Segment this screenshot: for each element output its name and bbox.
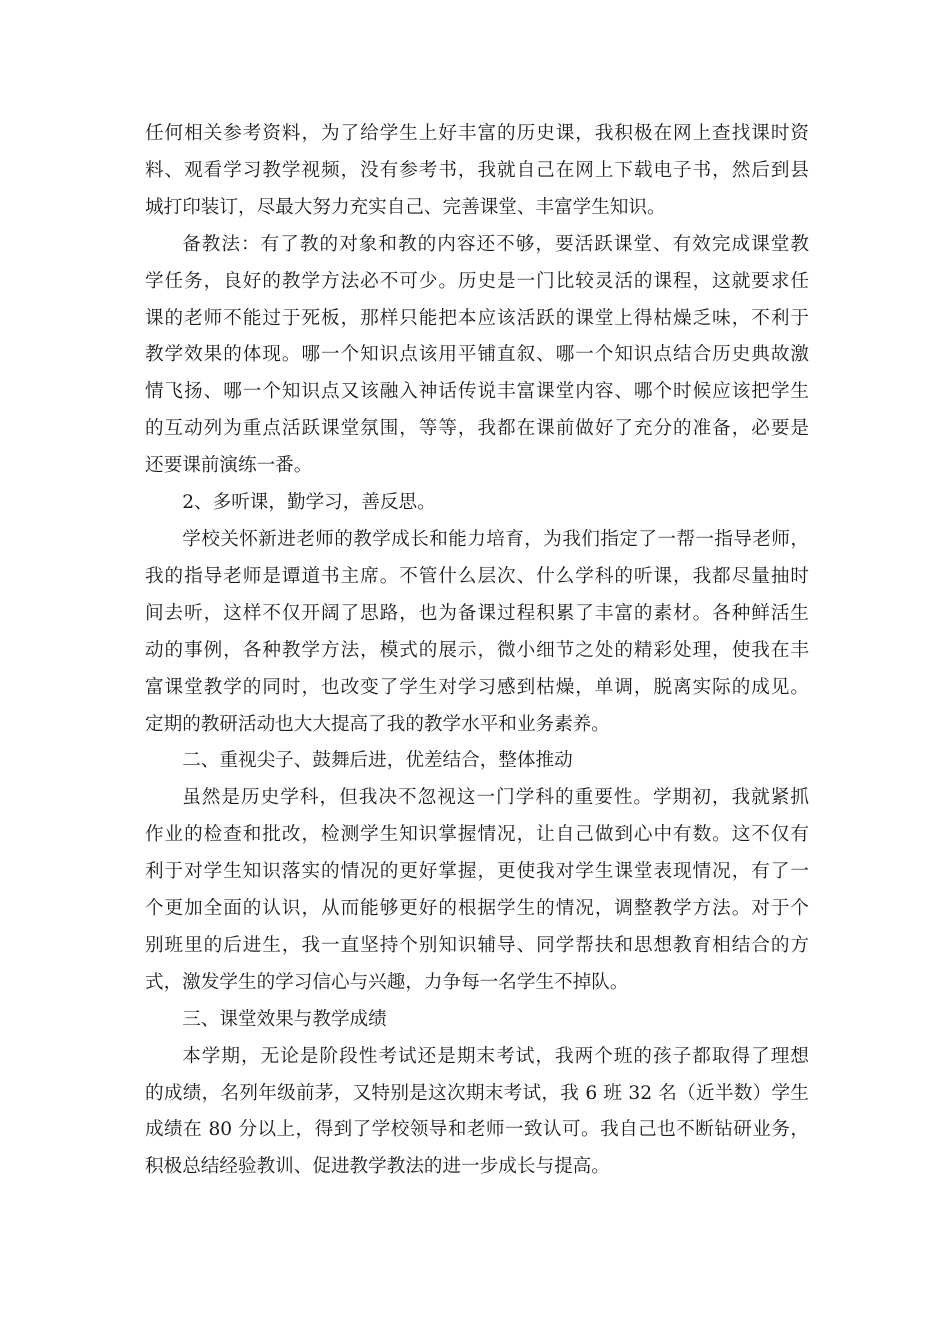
paragraph-p7 xyxy=(145,1002,809,1039)
paragraph-p2 xyxy=(145,227,809,485)
paragraph-p8 xyxy=(145,1039,809,1187)
text-line: 作业的检查和批改，检测学生知识掌握情况，让自己做到心中有数。这不仅有 xyxy=(145,824,809,846)
text-line: 三、课堂效果与教学成绩 xyxy=(182,1008,387,1030)
text-line: 动的事例，各种教学方法，模式的展示，微小细节之处的精彩处理，使我在丰 xyxy=(145,639,809,661)
text-line: 学校关怀新进老师的教学成长和能力培育，为我们指定了一帮一指导老师， xyxy=(182,528,809,550)
text-line: 二、重视尖子、鼓舞后进，优差结合，整体推动 xyxy=(182,750,573,772)
text-line: 任何相关参考资料，为了给学生上好丰富的历史课，我积极在网上查找课时资 xyxy=(145,123,809,144)
text-line: 学任务，良好的教学方法必不可少。历史是一门比较灵活的课程，这就要求任 xyxy=(145,270,809,292)
paragraph-p1 xyxy=(145,116,809,227)
text-line: 定期的教研活动也大大提高了我的教学水平和业务素养。 xyxy=(145,713,610,735)
text-line: 2、多听课，勤学习，善反思。 xyxy=(182,492,436,514)
text-line: 个更加全面的认识，从而能够更好的根据学生的情况，调整教学方法。对于个 xyxy=(145,898,809,920)
text-line: 成绩在 80 分以上，得到了学校领导和老师一致认可。我自己也不断钻研业务， xyxy=(145,1119,809,1141)
text-line: 利于对学生知识落实的情况的更好掌握，更使我对学生课堂表现情况，有了一 xyxy=(145,861,809,883)
text-line: 的互动列为重点活跃课堂氛围，等等，我都在课前做好了充分的准备，必要是 xyxy=(145,418,809,440)
text-line: 积极总结经验教训、促进教学教法的进一步成长与提高。 xyxy=(145,1156,610,1178)
text-line: 别班里的后进生，我一直坚持个别知识辅导、同学帮扶和思想教育相结合的方 xyxy=(145,934,809,956)
text-line: 备教法：有了教的对象和教的内容还不够，要活跃课堂、有效完成课堂教 xyxy=(182,233,809,255)
paragraph-p6 xyxy=(145,780,809,1001)
text-line: 本学期，无论是阶段性考试还是期末考试，我两个班的孩子都取得了理想 xyxy=(182,1045,809,1067)
text-line: 情飞扬、哪一个知识点又该融入神话传说丰富课堂内容、哪个时候应该把学生 xyxy=(145,381,809,403)
paragraph-p5 xyxy=(145,743,809,780)
text-line: 虽然是历史学科，但我决不忽视这一门学科的重要性。学期初，我就紧抓 xyxy=(182,787,809,809)
document-body xyxy=(145,116,809,1186)
paragraph-p4 xyxy=(145,522,809,743)
text-line: 的成绩，名列年级前茅，又特别是这次期末考试，我 6 班 32 名（近半数）学生 xyxy=(145,1082,809,1104)
text-line: 还要课前演练一番。 xyxy=(145,455,313,477)
text-line: 料、观看学习教学视频，没有参考书，我就自己在网上下载电子书，然后到县 xyxy=(145,159,809,181)
text-line: 间去听，这样不仅开阔了思路，也为备课过程积累了丰富的素材。各种鲜活生 xyxy=(145,602,809,624)
text-line: 课的老师不能过于死板，那样只能把本应该活跃的课堂上得枯燥乏味，不利于 xyxy=(145,307,809,329)
text-line: 式，激发学生的学习信心与兴趣，力争每一名学生不掉队。 xyxy=(145,971,629,993)
text-line: 城打印装订，尽最大努力充实自己、完善课堂、丰富学生知识。 xyxy=(145,196,666,218)
text-line: 我的指导老师是谭道书主席。不管什么层次、什么学科的听课，我都尽量抽时 xyxy=(145,565,809,587)
paragraph-p3 xyxy=(145,485,809,522)
text-line: 教学效果的体现。哪一个知识点该用平铺直叙、哪一个知识点结合历史典故激 xyxy=(145,344,809,366)
text-line: 富课堂教学的同时，也改变了学生对学习感到枯燥，单调，脱离实际的成见。 xyxy=(145,676,809,698)
